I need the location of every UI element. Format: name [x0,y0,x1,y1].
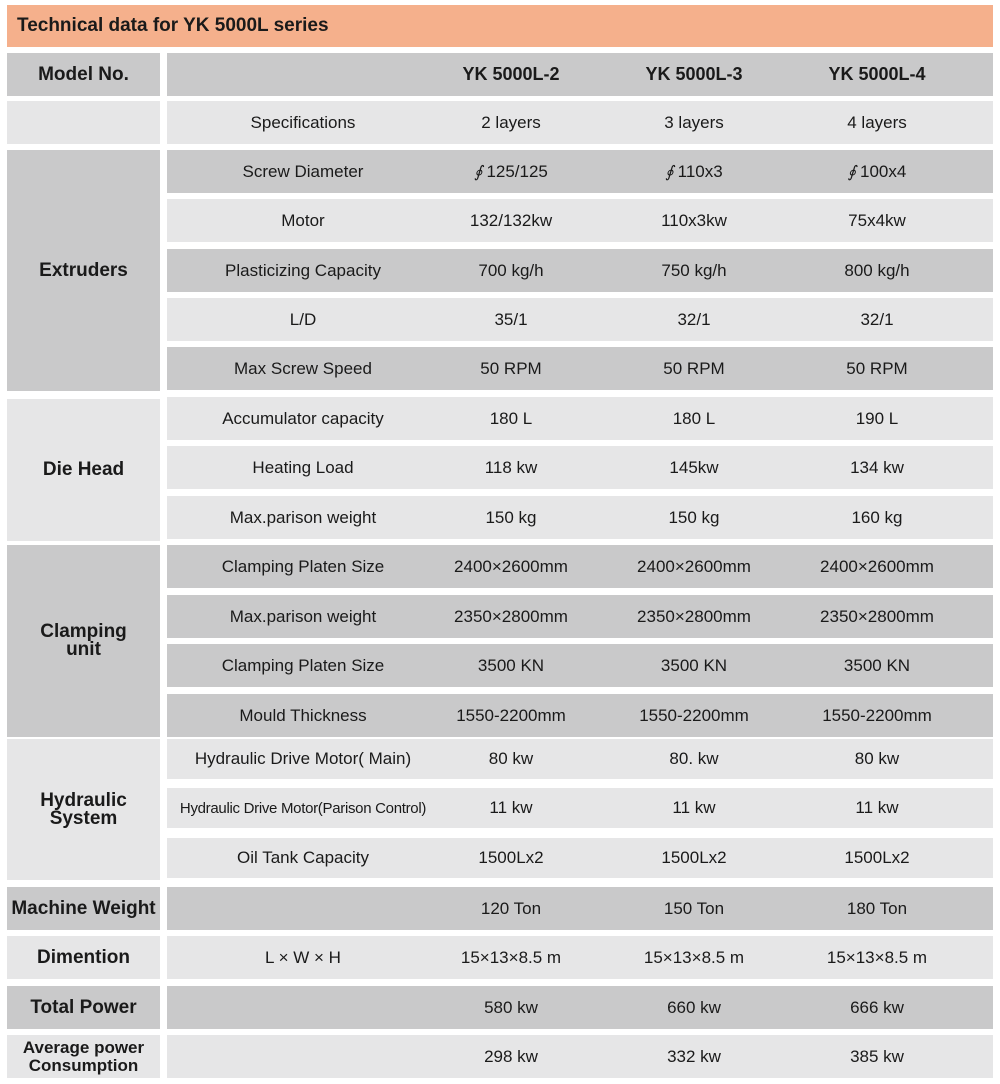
value-text: 100x4 [860,161,907,181]
parameter-label: Screw Diameter [242,161,364,181]
group-label [7,150,160,391]
table-row [167,887,993,930]
value-text: 2400×2600mm [820,556,934,576]
parameter-label: Hydraulic Drive Motor( Main) [194,749,412,768]
value-text: 134 kw [850,457,904,477]
value-text: 332 kw [667,1046,721,1066]
group-label-line: Total Power [30,996,137,1018]
value-text: 2 layers [481,112,541,132]
value-cell [785,986,969,1029]
value-cell [785,595,969,638]
diameter-symbol: ∮ [474,162,483,181]
diameter-symbol: ∮ [847,162,856,181]
value-cell [419,298,603,341]
value-text: 2400×2600mm [454,556,568,576]
value-cell [785,739,969,779]
parameter-label: Max.parison weight [229,507,377,527]
table-row [167,397,993,440]
value-text: 1550-2200mm [639,705,749,725]
value-cell [603,936,785,979]
group-label-line: Consumption [28,1055,139,1075]
value-text: 50 RPM [480,358,542,378]
value-text: 15×13×8.5 m [643,947,745,967]
value-cell [603,249,785,292]
value-text: 700 kg/h [478,260,544,280]
value-cell [785,788,969,828]
value-cell [419,249,603,292]
value-cell [419,397,603,440]
value-text: 3500 KN [477,655,545,675]
value-text: 1550-2200mm [822,705,932,725]
group-label [7,399,160,541]
parameter-label: Specifications [250,112,356,132]
value-cell [419,936,603,979]
value-text: 180 L [489,408,533,428]
table-row [167,936,993,979]
group-label-line: Machine Weight [11,897,156,919]
group-label-line: Dimention [37,946,130,968]
value-cell [419,595,603,638]
value-cell [419,1035,603,1078]
value-text: 110x3 [677,161,723,181]
value-cell [603,298,785,341]
value-text: 35/1 [494,309,528,329]
value-cell [603,545,785,588]
value-text: 80 kw [488,749,534,768]
value-cell [419,101,603,144]
value-cell [603,496,785,539]
value-text: 190 L [855,408,899,428]
table-row [167,595,993,638]
parameter-label [167,1035,439,1078]
value-text: 3500 KN [843,655,911,675]
value-text: 1500Lx2 [844,848,910,867]
value-cell [785,101,969,144]
parameter-label: L × W × H [265,947,341,967]
table-row [167,298,993,341]
parameter-label: Plasticizing Capacity [225,260,381,280]
value-text: 32/1 [860,309,894,329]
value-text: 2350×2800mm [637,606,751,626]
group-label-line: Die Head [42,459,125,480]
value-text: 160 kg [851,507,903,527]
value-text: 150 kg [485,507,537,527]
value-cell [785,545,969,588]
group-label-line: unit [66,639,101,660]
group-label [7,545,160,737]
value-text: 132/132kw [469,210,553,230]
value-cell [603,199,785,242]
group-label [7,887,160,930]
value-text: 2400×2600mm [637,556,751,576]
parameter-label: Clamping Platen Size [221,655,385,675]
value-cell [603,347,785,390]
value-cell [419,644,603,687]
value-cell [603,446,785,489]
model-name: YK 5000L-4 [828,64,926,84]
parameter-label: Mould Thickness [239,705,367,725]
value-cell [785,644,969,687]
parameter-label: Oil Tank Capacity [237,848,369,867]
value-text: 150 kg [668,507,720,527]
table-row [167,249,993,292]
value-text: 298 kw [484,1046,538,1066]
value-text: 11 kw [672,798,716,817]
value-cell [419,739,603,779]
value-text: 1550-2200mm [456,705,566,725]
value-cell [419,496,603,539]
table-row [167,545,993,588]
parameter-label: Clamping Platen Size [221,556,385,576]
value-text: 120 Ton [480,898,542,918]
value-cell [785,496,969,539]
value-cell [419,446,603,489]
value-text: 75x4kw [848,210,906,230]
parameter-label: Max Screw Speed [234,358,372,378]
table-row [167,446,993,489]
table-row [167,788,993,828]
table-row [167,838,993,878]
value-text: 15×13×8.5 m [460,947,562,967]
parameter-label [167,986,439,1029]
value-text: 2350×2800mm [820,606,934,626]
group-label [7,986,160,1029]
table-row [167,1035,993,1078]
value-text: 11 kw [489,798,533,817]
value-cell [785,298,969,341]
group-label-line: System [49,807,118,829]
value-cell [603,694,785,737]
diameter-symbol: ∮ [665,162,674,181]
value-cell [785,199,969,242]
value-cell [603,986,785,1029]
model-name: YK 5000L-2 [462,64,560,84]
value-text: 80 kw [854,749,900,768]
group-label-line: Clamping [40,621,127,642]
table-row [167,694,993,737]
value-cell [603,739,785,779]
value-text: 118 kw [484,457,538,477]
group-label-line: Hydraulic [40,789,127,811]
value-cell [603,595,785,638]
group-label [7,936,160,979]
value-text: 15×13×8.5 m [826,947,928,967]
value-text: 180 L [672,408,716,428]
group-label-line: Average power [22,1037,145,1057]
value-cell [603,150,785,193]
table-title: Technical data for YK 5000L series [7,5,993,47]
group-label [7,1035,160,1078]
value-text: 580 kw [484,997,538,1017]
value-cell [785,887,969,930]
value-cell [785,838,969,878]
value-cell [603,887,785,930]
value-cell [603,788,785,828]
value-text: 800 kg/h [844,260,910,280]
value-text: 180 Ton [846,898,908,918]
value-text: 4 layers [847,112,907,132]
table-row [167,101,993,144]
value-text: 11 kw [855,798,899,817]
table-row [167,199,993,242]
value-text: 660 kw [667,997,721,1017]
value-text: 110x3kw [661,210,727,230]
value-cell [419,694,603,737]
value-text: 385 kw [850,1046,904,1066]
value-text: 50 RPM [846,358,908,378]
value-cell [603,101,785,144]
value-cell [603,1035,785,1078]
value-text: 150 Ton [663,898,725,918]
table-row [167,986,993,1029]
group-label [7,101,160,144]
value-cell [419,150,603,193]
table-row [167,644,993,687]
parameter-label: Motor [281,210,325,230]
value-text: 50 RPM [663,358,725,378]
value-cell [785,397,969,440]
value-cell [785,446,969,489]
parameter-label: Heating Load [252,457,354,477]
model-no-label: Model No. [7,53,160,96]
table-row [167,150,993,193]
value-text: 666 kw [850,997,904,1017]
group-label-line: Extruders [39,259,128,281]
value-text: 3500 KN [660,655,728,675]
table-row [167,347,993,390]
model-header-row [167,53,993,96]
value-text: 145kw [669,457,719,477]
value-cell [785,150,969,193]
value-cell [785,936,969,979]
value-cell [419,838,603,878]
value-cell [785,1035,969,1078]
value-text: 32/1 [677,309,711,329]
value-cell [419,199,603,242]
value-text: 80. kw [669,749,719,768]
value-cell [603,838,785,878]
parameter-label: L/D [289,309,317,329]
parameter-label: Hydraulic Drive Motor(Parison Control) [179,799,427,817]
parameter-label: Max.parison weight [229,606,377,626]
parameter-label: Accumulator capacity [222,408,384,428]
group-label [7,739,160,880]
value-text: 750 kg/h [661,260,727,280]
table-row [167,496,993,539]
value-text: 125/125 [486,161,548,181]
value-cell [785,694,969,737]
value-cell [419,986,603,1029]
value-text: 1500Lx2 [661,848,727,867]
value-text: 1500Lx2 [478,848,544,867]
value-cell [785,249,969,292]
parameter-label [167,887,439,930]
value-cell [419,545,603,588]
value-cell [419,347,603,390]
table-row [167,739,993,779]
value-text: 3 layers [664,112,724,132]
value-cell [785,347,969,390]
value-cell [603,397,785,440]
value-cell [419,788,603,828]
value-cell [419,887,603,930]
value-text: 2350×2800mm [454,606,568,626]
value-cell [603,644,785,687]
model-name: YK 5000L-3 [645,64,743,84]
